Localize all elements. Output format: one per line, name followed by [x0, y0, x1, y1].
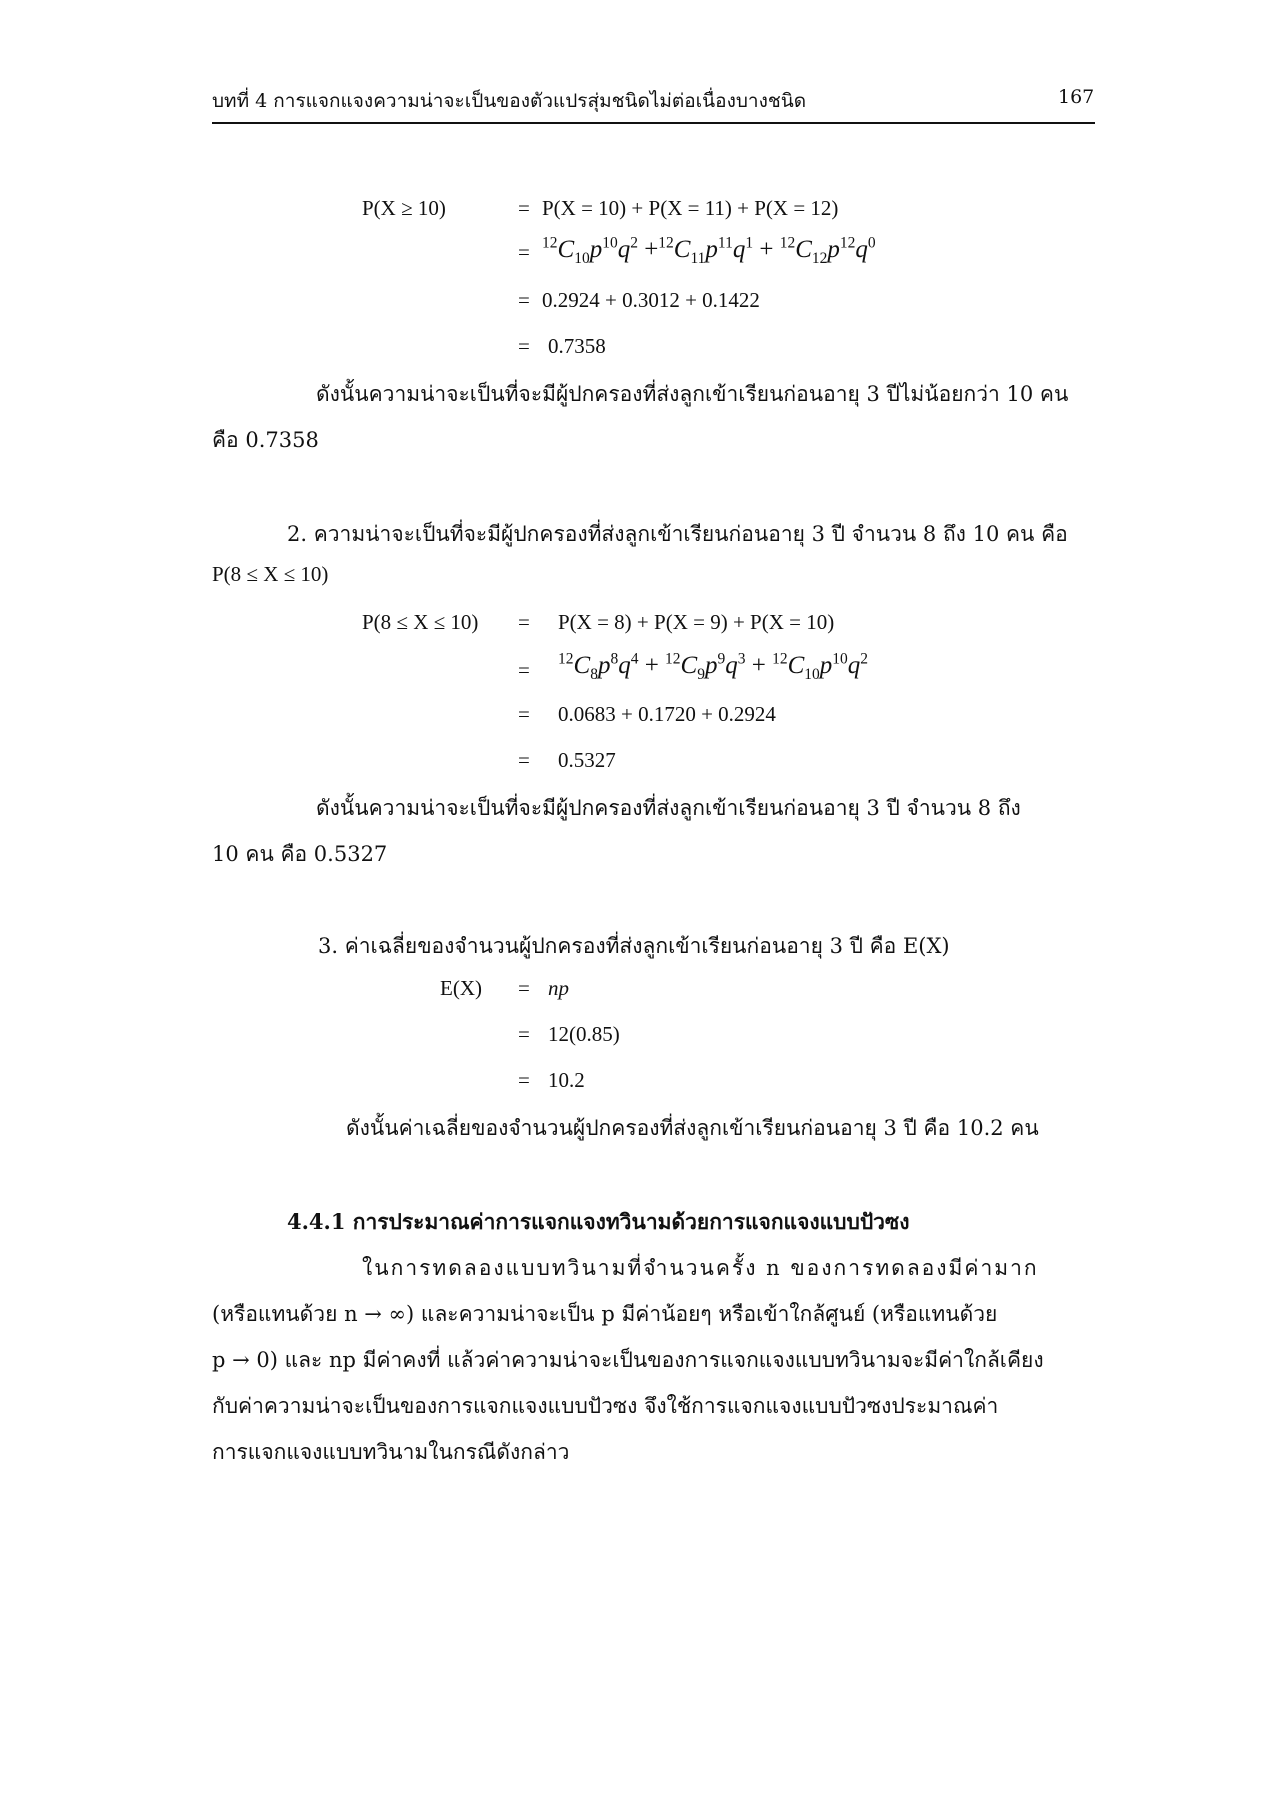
eq1-equals-4: = [518, 334, 530, 358]
eq1-lhs: P(X ≥ 10) [362, 196, 446, 220]
eq2-line1: P(X = 8) + P(X = 9) + P(X = 10) [558, 610, 835, 634]
eq2-equals-3: = [518, 702, 530, 726]
subsection-para-line1: ในการทดลองแบบทวินามที่จำนวนครั้ง n ของการทดลองมีค่ามาก [362, 1256, 1039, 1280]
eq3-line1: np [548, 976, 569, 1000]
eq3-line3: 10.2 [548, 1068, 585, 1092]
eq1-line4: 0.7358 [548, 334, 606, 358]
eq1-line1: P(X = 10) + P(X = 11) + P(X = 12) [542, 196, 839, 220]
section2-intro-line1: 2. ความน่าจะเป็นที่จะมีผู้ปกครองที่ส่งลูกเข้าเรียนก่อนอายุ 3 ปี จำนวน 8 ถึง 10 คน คือ [287, 522, 1068, 546]
subsection-para-line2: (หรือแทนด้วย n → ∞) และความน่าจะเป็น p มีค่าน้อยๆ หรือเข้าใกล้ศูนย์ (หรือแทนด้วย [212, 1302, 998, 1326]
section1-conclusion-line1: ดังนั้นความน่าจะเป็นที่จะมีผู้ปกครองที่ส่งลูกเข้าเรียนก่อนอายุ 3 ปีไม่น้อยกว่า 10 คน [316, 382, 1069, 406]
page-number: 167 [1058, 86, 1095, 108]
eq2-lhs: P(8 ≤ X ≤ 10) [362, 610, 479, 634]
eq1-equals-2: = [518, 240, 530, 264]
header-rule [212, 122, 1095, 124]
section3-intro: 3. ค่าเฉลี่ยของจำนวนผู้ปกครองที่ส่งลูกเข้าเรียนก่อนอายุ 3 ปี คือ E(X) [318, 934, 950, 958]
section1-conclusion-line2: คือ 0.7358 [212, 428, 319, 452]
section2-conclusion-line1: ดังนั้นความน่าจะเป็นที่จะมีผู้ปกครองที่ส่งลูกเข้าเรียนก่อนอายุ 3 ปี จำนวน 8 ถึง [316, 796, 1021, 820]
eq1-equals-1: = [518, 196, 530, 220]
section3-conclusion: ดังนั้นค่าเฉลี่ยของจำนวนผู้ปกครองที่ส่งลูกเข้าเรียนก่อนอายุ 3 ปี คือ 10.2 คน [346, 1116, 1039, 1140]
eq1-line3: 0.2924 + 0.3012 + 0.1422 [542, 288, 760, 312]
eq3-line2: 12(0.85) [548, 1022, 620, 1046]
subsection-para-line5: การแจกแจงแบบทวินามในกรณีดังกล่าว [212, 1440, 570, 1464]
eq2-line4: 0.5327 [558, 748, 616, 772]
section2-intro-line2: P(8 ≤ X ≤ 10) [212, 562, 329, 586]
section2-conclusion-line2: 10 คน คือ 0.5327 [212, 842, 388, 866]
subsection-para-line3: p → 0) และ np มีค่าคงที่ แล้วค่าความน่าจะเป็นของการแจกแจงแบบทวินามจะมีค่าใกล้เคียง [212, 1348, 1044, 1372]
eq3-equals-2: = [518, 1022, 530, 1046]
eq1-equals-3: = [518, 288, 530, 312]
running-header-title: บทที่ 4 การแจกแจงความน่าจะเป็นของตัวแปรสุ่มชนิดไม่ต่อเนื่องบางชนิด [212, 90, 807, 112]
eq2-equals-2: = [518, 658, 530, 682]
subsection-para-line4: กับค่าความน่าจะเป็นของการแจกแจงแบบปัวซง จึงใช้การแจกแจงแบบปัวซงประมาณค่า [212, 1394, 999, 1418]
eq2-equals-4: = [518, 748, 530, 772]
eq1-line2-binomial-terms: $^{12}C_{10}p^{10}q^2 +^{12}C_{11}p^{11}q^1 + ^{12}C_{12}p^{12}q^0$ [542, 234, 876, 267]
eq2-line3: 0.0683 + 0.1720 + 0.2924 [558, 702, 776, 726]
eq3-lhs: E(X) [440, 976, 482, 1000]
eq3-equals-3: = [518, 1068, 530, 1092]
eq3-equals-1: = [518, 976, 530, 1000]
subsection-heading: 4.4.1 การประมาณค่าการแจกแจงทวินามด้วยการแจกแจงแบบปัวซง [287, 1209, 910, 1234]
eq2-equals-1: = [518, 610, 530, 634]
eq2-line2-binomial-terms: $^{12}C_8p^8q^4 + ^{12}C_9p^9q^3 + ^{12}C_{10}p^{10}q^2$ [558, 650, 869, 683]
